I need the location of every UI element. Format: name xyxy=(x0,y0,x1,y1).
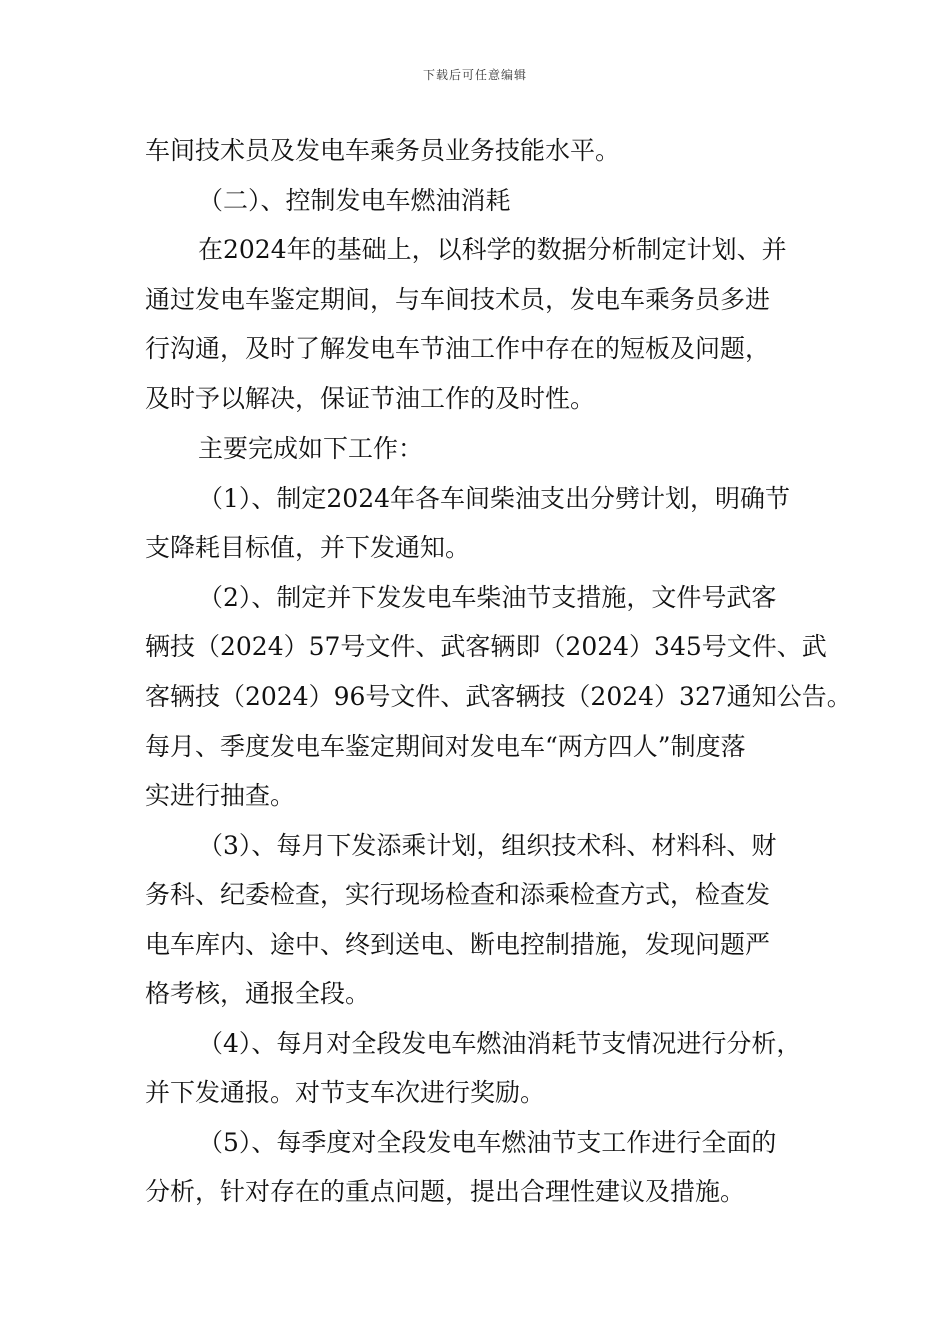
text-line: 主要完成如下工作： xyxy=(198,434,424,463)
text-line: （5）、每季度对全段发电车燃油节支工作进行全面的 xyxy=(198,1128,777,1157)
page-header: 下载后可任意编辑 xyxy=(422,68,527,82)
text-line: 实进行抽查。 xyxy=(145,781,296,810)
text-line: 电车库内、途中、终到送电、断电控制措施，发现问题严 xyxy=(145,930,771,959)
text-line: 客辆技（2024）96号文件、武客辆技（2024）327通知公告。 xyxy=(145,682,852,711)
text-line: 并下发通报。对节支车次进行奖励。 xyxy=(145,1078,546,1107)
text-line: 分析，针对存在的重点问题，提出合理性建议及措施。 xyxy=(145,1177,746,1206)
text-line: 通过发电车鉴定期间，与车间技术员，发电车乘务员多进 xyxy=(145,285,771,314)
text-line: 行沟通，及时了解发电车节油工作中存在的短板及问题， xyxy=(145,334,771,363)
text-line: 每月、季度发电车鉴定期间对发电车“两方四人”制度落 xyxy=(145,732,746,761)
text-line: 格考核，通报全段。 xyxy=(145,979,371,1008)
text-line: 支降耗目标值，并下发通知。 xyxy=(145,533,471,562)
text-line: 务科、纪委检查，实行现场检查和添乘检查方式，检查发 xyxy=(145,880,771,909)
text-line: 车间技术员及发电车乘务员业务技能水平。 xyxy=(145,136,621,165)
text-line: 在2024年的基础上，以科学的数据分析制定计划、并 xyxy=(198,235,787,264)
text-line: 及时予以解决，保证节油工作的及时性。 xyxy=(145,384,596,413)
text-line: （3）、每月下发添乘计划，组织技术科、材料科、财 xyxy=(198,831,777,860)
section-heading: （二）、控制发电车燃油消耗 xyxy=(198,186,511,215)
text-line: （4）、每月对全段发电车燃油消耗节支情况进行分析， xyxy=(198,1029,802,1058)
text-line: 辆技（2024）57号文件、武客辆即（2024）345号文件、武 xyxy=(145,632,827,661)
text-line: （2）、制定并下发发电车柴油节支措施，文件号武客 xyxy=(198,583,777,612)
text-line: （1）、制定2024年各车间柴油支出分劈计划，明确节 xyxy=(198,484,791,513)
